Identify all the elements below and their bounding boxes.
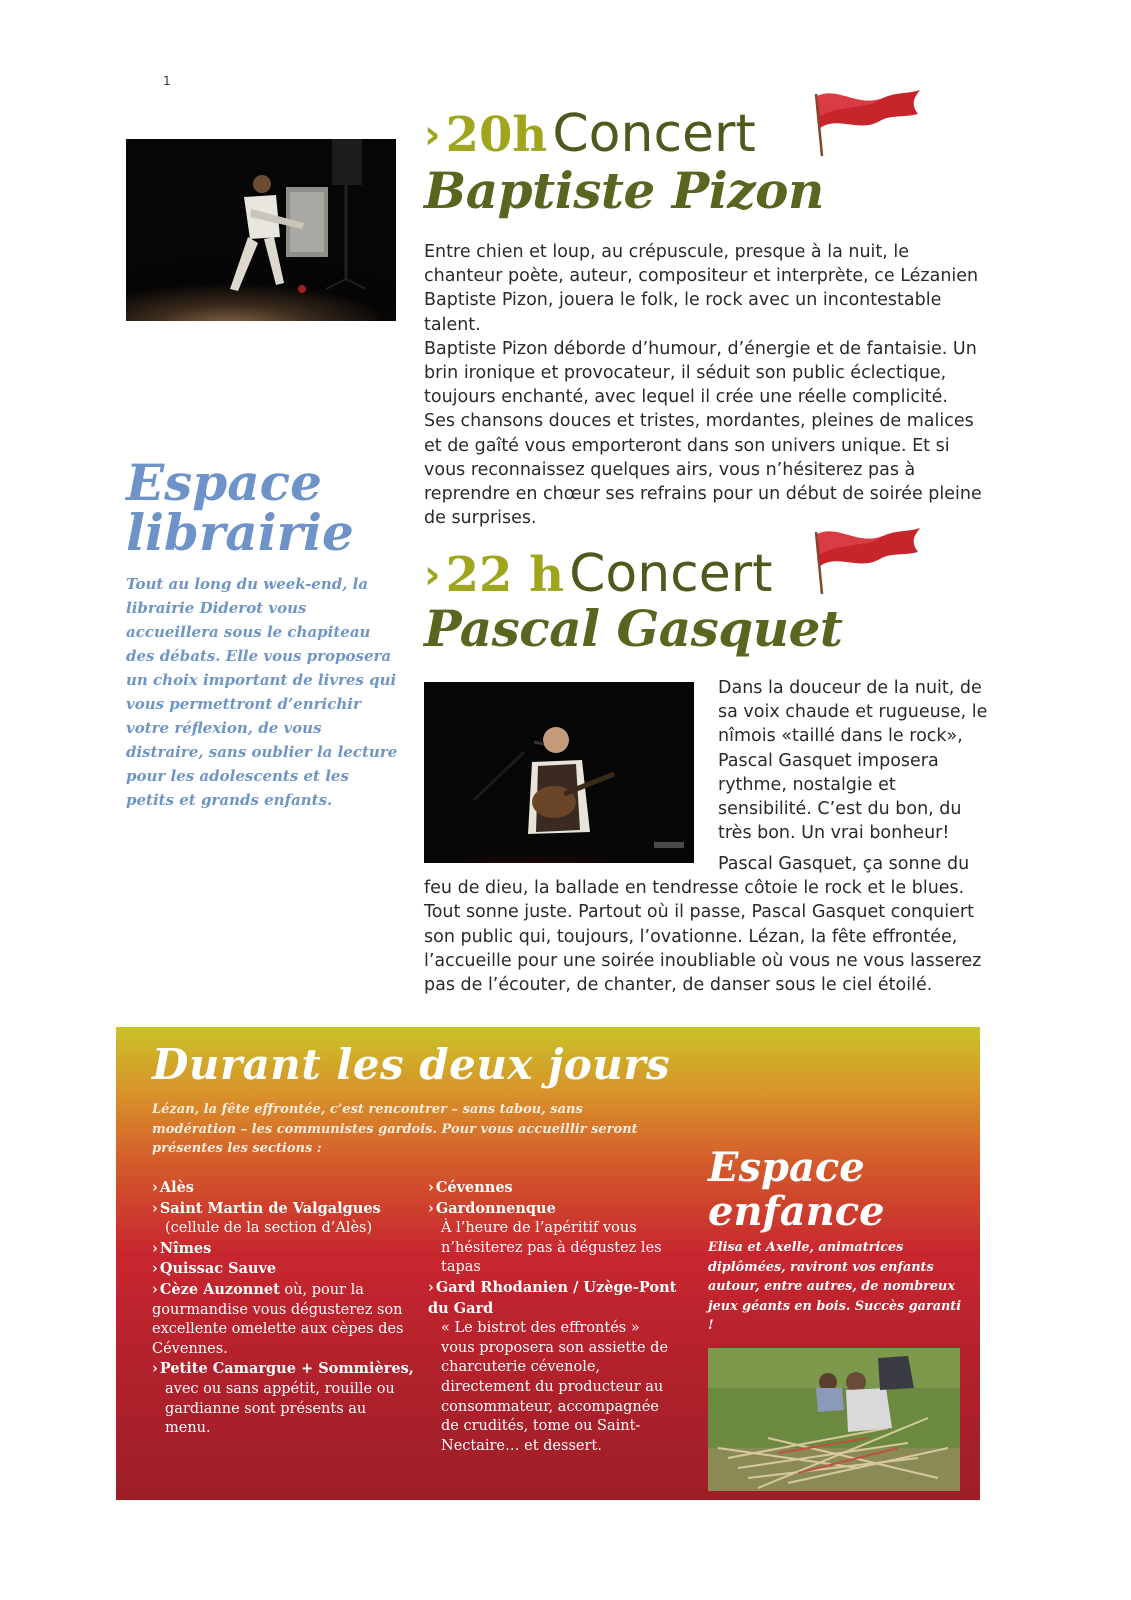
durant-intro: Lézan, la fête effrontée, c’est rencontrer – sans tabou, sans modération – les communistes gardois. Pour vous accueillir seront présentes les sections : <box>152 1102 638 1156</box>
enfance-photo <box>708 1348 960 1491</box>
chevron-right-icon: › <box>428 1199 434 1217</box>
section-item <box>152 1178 414 1199</box>
section-name: Nîmes <box>159 1239 212 1257</box>
section-desc: (cellule de la section d’Alès) <box>165 1220 373 1237</box>
section-item <box>152 1199 414 1239</box>
section-name: Quissac Sauve <box>159 1260 277 1278</box>
section-desc: avec ou sans appétit, rouille ou gardianne sont présents au menu. <box>165 1380 395 1437</box>
section-item <box>152 1259 414 1280</box>
page-number: 1 <box>163 74 171 88</box>
enfance-title <box>708 1146 885 1234</box>
concert1-artist: Baptiste Pizon <box>424 161 824 220</box>
section-name: Saint Martin de Valgalgues <box>159 1199 381 1217</box>
enfance-title-line2: enfance <box>708 1188 885 1235</box>
concert1-time: 20h <box>445 107 548 163</box>
chevron-right-icon: › <box>152 1260 158 1278</box>
baptiste-pizon-photo <box>126 139 396 321</box>
chevron-right-icon: › <box>424 552 441 598</box>
section-desc: où, pour la gourmandise vous dégusterez son excellente omelette aux cèpes des Cévennes. <box>152 1281 404 1357</box>
enfance-title-line1: Espace <box>708 1144 865 1191</box>
concert2-text-below <box>424 852 992 997</box>
concert2-time: 22 h <box>445 547 564 603</box>
librairie-title-line1: Espace <box>126 453 322 512</box>
section-name: Alès <box>159 1179 194 1196</box>
concert2-artist: Pascal Gasquet <box>424 599 843 658</box>
concert1-paragraph: Baptiste Pizon déborde d’humour, d’énergie et de fantaisie. Un brin ironique et provocateur, il séduit son public éclectique, toujours enchanté, avec lequel il crée une réelle complicité. <box>424 338 977 408</box>
librairie-title <box>126 453 354 562</box>
concert1-word: Concert <box>552 104 756 164</box>
section-name: Cévennes <box>435 1179 513 1196</box>
concert2-word: Concert <box>569 544 773 604</box>
section-item <box>428 1178 678 1199</box>
concert1-paragraph: Entre chien et loup, au crépuscule, presque à la nuit, le chanteur poète, auteur, compositeur et interprète, ce Lézanien Baptiste Pizon, jouera le folk, le rock avec un incontestable talent. <box>424 242 979 335</box>
chevron-right-icon: › <box>428 1278 434 1296</box>
sections-list-col2 <box>428 1178 678 1456</box>
chevron-right-icon: › <box>424 112 441 158</box>
section-name: Petite Camargue + Sommières, <box>159 1360 414 1378</box>
sections-list-col1 <box>152 1178 414 1439</box>
chevron-right-icon: › <box>152 1179 158 1196</box>
concert1-text <box>424 240 992 530</box>
concert1-paragraph: Ses chansons douces et tristes, mordantes, pleines de malices et de gaîté vous emporteront dans son univers unique. Et si vous reconnaissez quelques airs, vous n’hésiterez pas à reprendre en chœur ses refrains pour un début de soirée pleine de surprises. <box>424 411 982 529</box>
section-item <box>152 1280 414 1359</box>
chevron-right-icon: › <box>152 1199 158 1217</box>
section-desc: À l’heure de l’apéritif vous n’hésiterez pas à dégustez les tapas <box>441 1220 662 1276</box>
section-desc: « Le bistrot des effrontés » vous proposera son assiette de charcuterie cévenole, directement du producteur au consommateur, accompagnée de crudités, tome ou Saint-Nectaire… et dessert. <box>441 1320 669 1454</box>
chevron-right-icon: › <box>152 1280 158 1298</box>
section-name: Cèze Auzonnet <box>159 1280 280 1298</box>
enfance-text: Elisa et Axelle, animatrices diplômées, raviront vos enfants autour, entre autres, de nombreux jeux géants en bois. Succès garanti ! <box>708 1240 962 1333</box>
durant-title: Durant les deux jours <box>152 1040 671 1089</box>
section-name: Gard Rhodanien / Uzège-Pont du Gard <box>428 1278 677 1317</box>
concert2-heading <box>424 544 844 604</box>
concert2-text-beside: Dans la douceur de la nuit, de sa voix chaude et rugueuse, le nîmois «taillé dans le rock», Pascal Gasquet imposera rythme, nostalgie et sensibilité. C’est du bon, du très bon. Un vrai bonheur! <box>718 678 988 844</box>
concert2-paragraph: Pascal Gasquet, ça sonne du feu de dieu, la ballade en tendresse côtoie le rock et le blues. Tout sonne juste. Partout où il passe, Pascal Gasquet conquiert son public qui, toujours, l’ovationne. Lézan, la fête effrontée, l’accueille pour une soirée inoubliable où vous ne vous lasserez pas de l’écouter, de chanter, de danser sous le ciel étoilé. <box>424 854 982 996</box>
librairie-text: Tout au long du week-end, la librairie Diderot vous accueillera sous le chapiteau des débats. Elle vous proposera un choix important de livres qui vous permettront d’enrichir votre réflexion, de vous distraire, sans oublier la lecture pour les adolescents et les petits et grands enfants. <box>126 575 398 809</box>
librairie-title-line2: librairie <box>126 503 354 562</box>
chevron-right-icon: › <box>428 1179 434 1196</box>
section-name: Gardonnenque <box>435 1199 556 1217</box>
section-item <box>428 1199 678 1278</box>
concert1-heading <box>424 104 824 164</box>
flag-icon <box>808 524 924 598</box>
section-item <box>428 1278 678 1456</box>
chevron-right-icon: › <box>152 1239 158 1257</box>
chevron-right-icon: › <box>152 1360 158 1378</box>
section-item <box>152 1239 414 1260</box>
flag-icon <box>808 86 924 160</box>
pascal-gasquet-photo <box>424 682 694 863</box>
section-item <box>152 1359 414 1438</box>
